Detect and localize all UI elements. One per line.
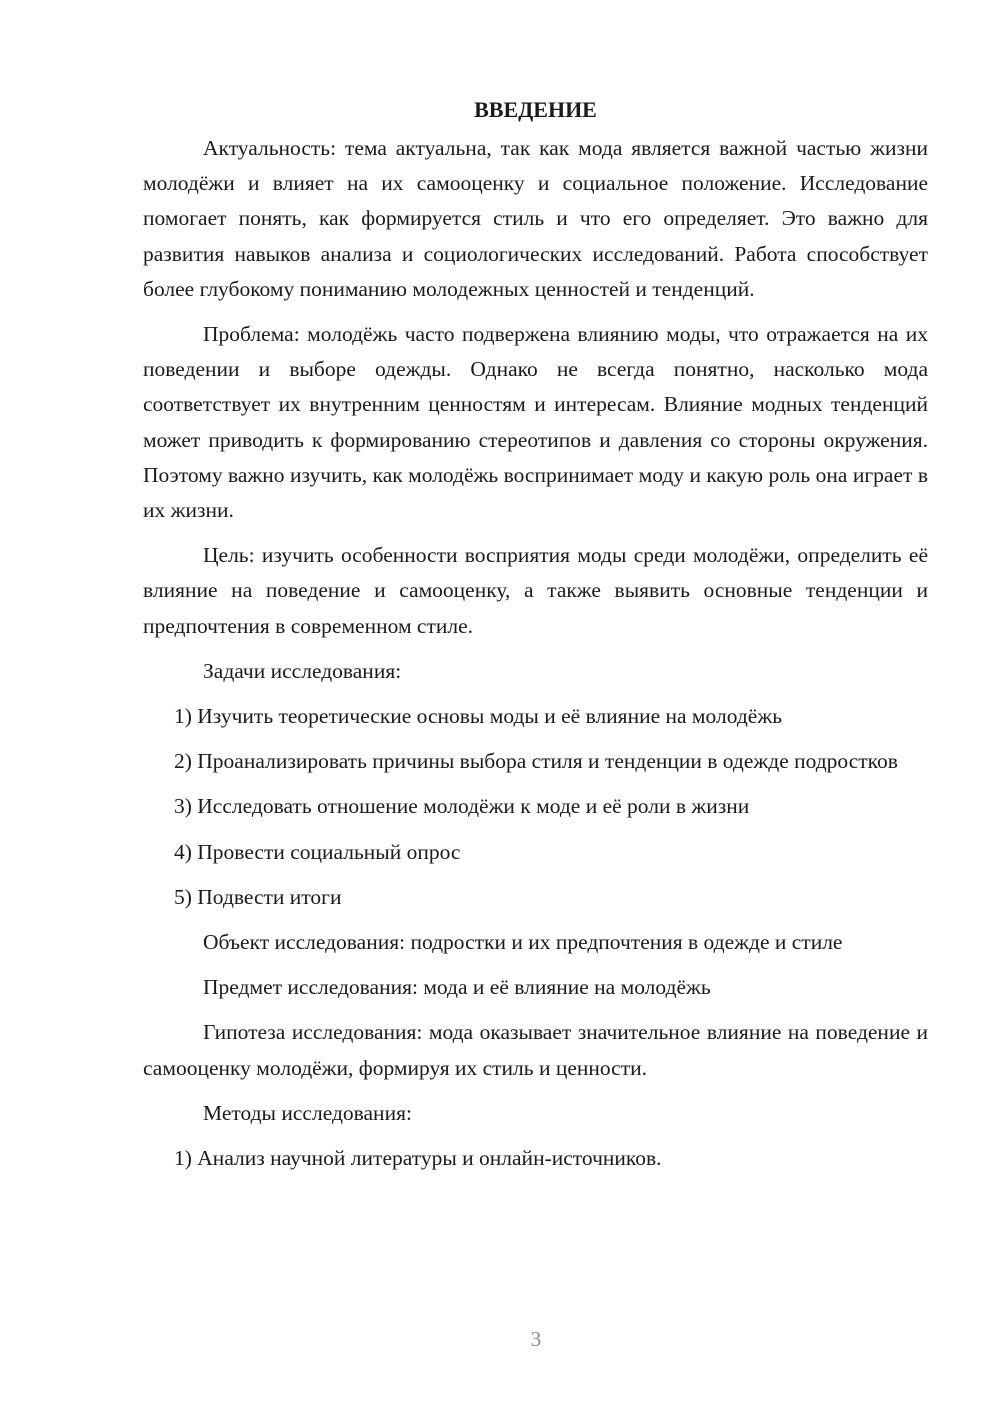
goal-paragraph: Цель: изучить особенности восприятия моды среди молодёжи, определить её влияние на поведение и самооценку, а также выявить основные тенденции и предпочтения в современном стиле.	[143, 543, 928, 638]
object-paragraph: Объект исследования: подростки и их предпочтения в одежде и стиле	[203, 930, 843, 955]
relevance-paragraph: Актуальность: тема актуальна, так как мода является важной частью жизни молодёжи и влияет на их самооценку и социальное положение. Исследование помогает понять, как формируется стиль и что его определяет. Это важно для развития навыков анализа и социологических исследований. Работа способствует более глубокому пониманию молодежных ценностей и тенденций.	[143, 136, 928, 301]
task-item-2: 2) Проанализировать причины выбора стиля и тенденции в одежде подростков	[174, 749, 898, 774]
task-item-1: 1) Изучить теоретические основы моды и её влияние на молодёжь	[174, 704, 782, 729]
task-item-3: 3) Исследовать отношение молодёжи к моде и её роли в жизни	[174, 794, 750, 819]
document-page	[143, 92, 928, 1186]
methods-heading: Методы исследования:	[203, 1100, 412, 1125]
hypothesis-paragraph: Гипотеза исследования: мода оказывает значительное влияние на поведение и самооценку молодёжи, формируя их стиль и ценности.	[143, 1020, 928, 1080]
tasks-heading: Задачи исследования:	[203, 658, 402, 683]
method-item-1: 1) Анализ научной литературы и онлайн-источников.	[174, 1146, 662, 1171]
page-number: 3	[530, 1327, 542, 1351]
task-item-5: 5) Подвести итоги	[174, 884, 342, 909]
problem-paragraph: Проблема: молодёжь часто подвержена влиянию моды, что отражается на их поведении и выборе одежды. Однако не всегда понятно, насколько мода соответствует их внутренним ценностям и интересам. Влияние модных тенденций может приводить к формированию стереотипов и давления со стороны окружения. Поэтому важно изучить, как молодёжь воспринимает моду и какую роль она играет в их жизни.	[143, 322, 928, 523]
subject-paragraph: Предмет исследования: мода и её влияние на молодёжь	[203, 975, 711, 1000]
section-title: ВВЕДЕНИЕ	[474, 97, 597, 122]
task-item-4: 4) Провести социальный опрос	[174, 839, 461, 864]
